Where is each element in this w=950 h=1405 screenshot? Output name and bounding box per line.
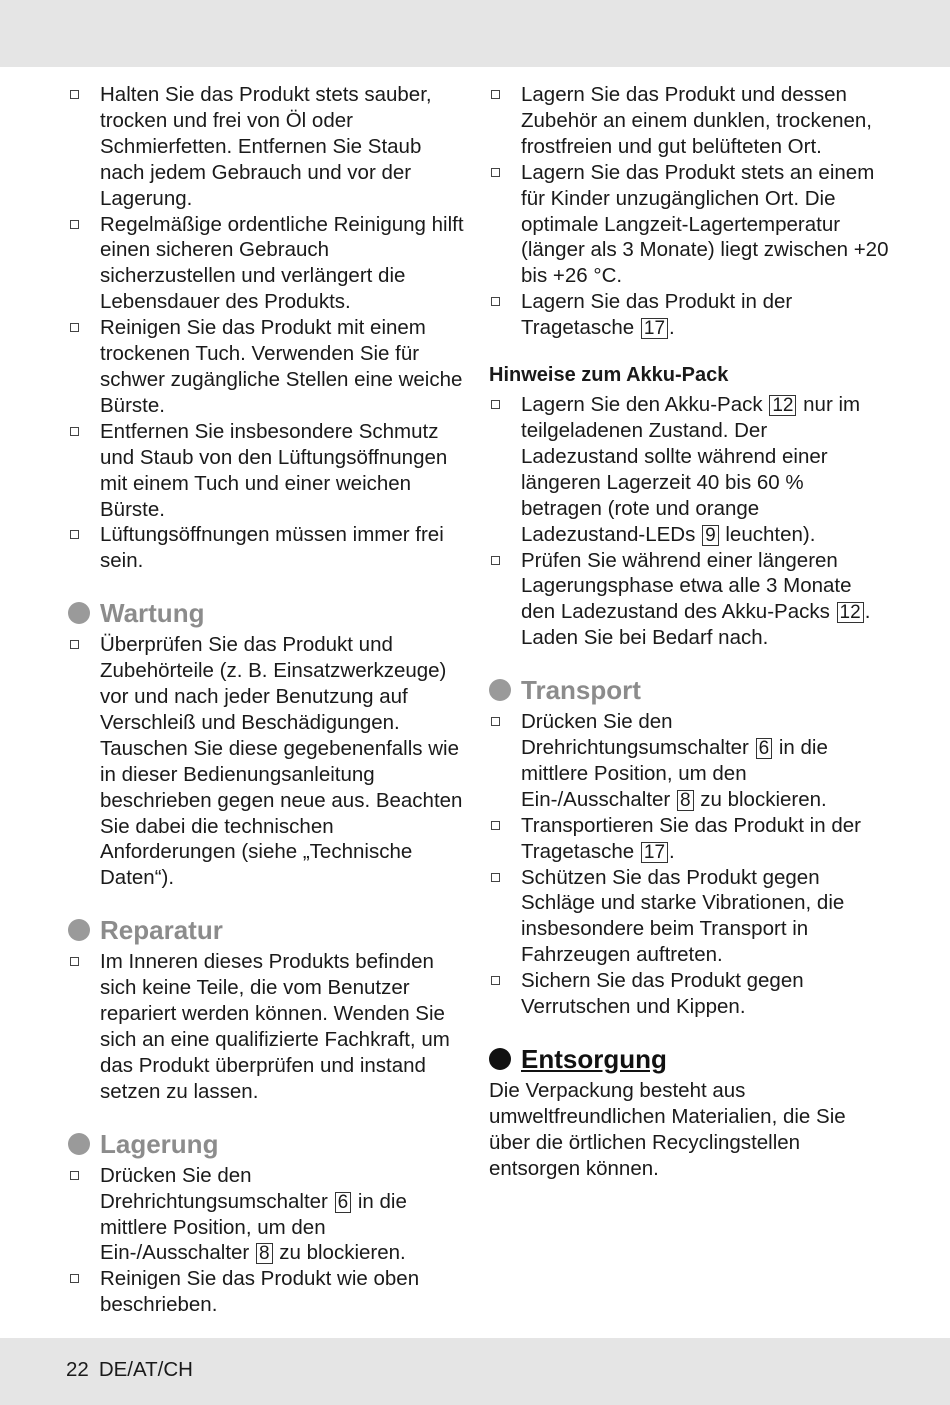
heading-text: Lagerung	[100, 1128, 219, 1159]
checkbox-bullet-icon	[491, 297, 500, 306]
section-heading	[68, 597, 468, 629]
text-run: .	[669, 316, 675, 340]
page-header-bar	[0, 0, 950, 67]
bullet-dot-icon	[68, 602, 90, 624]
checkbox-bullet-icon	[70, 1171, 79, 1180]
list-item-text: Lagern Sie das Produkt und dessen Zubehör an einem dunklen, trockenen, frostfreien und gut belüfteten Ort.	[521, 83, 873, 158]
list-item-text: Schützen Sie das Produkt gegen Schläge und starke Vibrationen, die insbesondere beim Transport in Fahrzeugen auftreten.	[521, 865, 845, 967]
section-heading	[68, 914, 468, 946]
text-run: in die mittlere Position, um den Ein-/Ausschalter	[100, 1189, 407, 1265]
bullet-dot-icon	[68, 919, 90, 941]
section-heading	[489, 1043, 889, 1075]
list-item	[68, 522, 468, 574]
part-number-ref: 8	[256, 1243, 273, 1264]
text-run: leuchten).	[725, 522, 816, 546]
text-run: Drücken Sie den Drehrichtungsumschalter	[100, 1163, 328, 1213]
section-heading	[489, 674, 889, 706]
text-run: Drücken Sie den Drehrichtungsumschalter	[521, 710, 749, 760]
section-heading	[68, 1128, 468, 1160]
text-run: Lagern Sie das Produkt in der Tragetasche	[521, 290, 793, 340]
checkbox-bullet-icon	[491, 873, 500, 882]
akku-list	[489, 392, 889, 651]
section-transport	[489, 674, 889, 1020]
region-label: DE/AT/CH	[98, 1358, 193, 1381]
checkbox-bullet-icon	[491, 400, 500, 409]
text-run: nur im teilgeladenen Zustand. Der Ladezustand sollte während einer längeren Lagerzeit 40 bis 60 % betragen (rote und orange Ladezustand-LEDs	[521, 393, 861, 546]
list-item	[489, 968, 889, 1020]
storage-list	[489, 82, 889, 341]
part-number-ref: 12	[837, 602, 864, 623]
text-run: Prüfen Sie während einer längeren Lagerungsphase etwa alle 3 Monate den Ladezustand des Akku-Packs	[521, 548, 852, 624]
checkbox-bullet-icon	[70, 1274, 79, 1283]
list-item	[489, 865, 889, 969]
list-item-text: Entfernen Sie insbesondere Schmutz und Staub von den Lüftungsöffnungen mit einem Tuch und einer weichen Bürste.	[100, 419, 448, 521]
section-wartung	[68, 597, 468, 891]
part-number-ref: 17	[641, 318, 668, 339]
heading-text: Wartung	[100, 598, 205, 629]
list-item	[68, 315, 468, 419]
checkbox-bullet-icon	[491, 821, 500, 830]
section-reparatur	[68, 914, 468, 1104]
text-run: zu blockieren.	[700, 787, 827, 811]
list-item	[68, 82, 468, 212]
list-item	[489, 289, 889, 341]
bullet-dot-icon	[489, 679, 511, 701]
list-item	[68, 1163, 468, 1267]
checkbox-bullet-icon	[491, 556, 500, 565]
list-item-text: Sichern Sie das Produkt gegen Verrutschen und Kippen.	[521, 969, 804, 1019]
list-item	[489, 709, 889, 813]
text-run: in die mittlere Position, um den Ein-/Ausschalter	[521, 736, 828, 811]
list-item	[68, 212, 468, 316]
checkbox-bullet-icon	[70, 427, 79, 436]
text-run: zu blockieren.	[279, 1241, 406, 1265]
list-item-text: Reinigen Sie das Produkt wie oben beschrieben.	[100, 1267, 420, 1317]
list-item	[68, 1266, 468, 1318]
list-item-text: Lagern Sie das Produkt stets an einem für Kinder unzugänglichen Ort. Die optimale Langzeit-Lagertemperatur (länger als 3 Monate) liegt zwischen +20 bis +26 °C.	[521, 160, 889, 288]
section-entsorgung	[489, 1043, 889, 1182]
checkbox-bullet-icon	[70, 220, 79, 229]
checkbox-bullet-icon	[70, 90, 79, 99]
page-number: 22	[66, 1358, 89, 1381]
text-run: .	[669, 839, 675, 863]
list-item	[68, 419, 468, 523]
entsorgung-text: Die Verpackung besteht aus umweltfreundlichen Materialien, die Sie über die örtlichen Recyclingstellen entsorgen können.	[489, 1079, 846, 1180]
checkbox-bullet-icon	[491, 717, 500, 726]
part-number-ref: 6	[756, 738, 773, 759]
checkbox-bullet-icon	[491, 90, 500, 99]
lagerung-list	[68, 1163, 468, 1318]
care-list	[68, 82, 468, 574]
akku-subheading: Hinweise zum Akku-Pack	[489, 364, 729, 387]
list-item-text: Reinigen Sie das Produkt mit einem trockenen Tuch. Verwenden Sie für schwer zugängliche Stellen eine weiche Bürste.	[100, 316, 463, 417]
checkbox-bullet-icon	[491, 168, 500, 177]
section-lagerung	[68, 1128, 468, 1318]
part-number-ref: 12	[769, 395, 796, 416]
page-footer	[66, 1358, 193, 1382]
list-item	[68, 632, 468, 891]
part-number-ref: 9	[702, 525, 719, 546]
left-column	[68, 82, 468, 1318]
bullet-dot-icon	[68, 1133, 90, 1155]
list-item	[489, 392, 889, 547]
list-item-text: Überprüfen Sie das Produkt und Zubehörteile (z. B. Einsatzwerkzeuge) vor und nach jeder Benutzung auf Verschleiß und Beschädigungen. Tauschen Sie diese gegebenenfalls wie in dieser Bedienungsanleitung beschrieben gegen neue aus. Beachten Sie dabei die technischen Anforderungen (siehe „Technische Daten“).	[100, 633, 463, 890]
checkbox-bullet-icon	[70, 640, 79, 649]
wartung-list	[68, 632, 468, 891]
checkbox-bullet-icon	[70, 530, 79, 539]
list-item	[68, 949, 468, 1104]
list-item	[489, 548, 889, 652]
bullet-dot-icon	[489, 1048, 511, 1070]
list-item-text: Im Inneren dieses Produkts befinden sich keine Teile, die vom Benutzer repariert werden können. Wenden Sie sich an eine qualifizierte Fachkraft, um das Produkt überprüfen und instand setzen zu lassen.	[100, 950, 450, 1103]
text-run: Transportieren Sie das Produkt in der Tragetasche	[521, 813, 861, 863]
text-run: . Laden Sie bei Bedarf nach.	[521, 600, 871, 650]
list-item-text: Regelmäßige ordentliche Reinigung hilft einen sicheren Gebrauch sicherzustellen und verlängert die Lebensdauer des Produkts.	[100, 212, 464, 314]
checkbox-bullet-icon	[491, 976, 500, 985]
list-item-text: Halten Sie das Produkt stets sauber, trocken und frei von Öl oder Schmierfetten. Entfernen Sie Staub nach jedem Gebrauch und vor der Lagerung.	[100, 83, 432, 210]
reparatur-list	[68, 949, 468, 1104]
list-item	[489, 160, 889, 290]
list-item	[489, 813, 889, 865]
heading-text: Reparatur	[100, 915, 223, 946]
part-number-ref: 17	[641, 842, 668, 863]
checkbox-bullet-icon	[70, 957, 79, 966]
heading-text: Entsorgung	[521, 1044, 667, 1074]
list-item	[489, 82, 889, 160]
transport-list	[489, 709, 889, 1020]
heading-text: Transport	[521, 675, 641, 706]
text-run: Lagern Sie den Akku-Pack	[521, 393, 763, 417]
right-column	[489, 82, 889, 1182]
part-number-ref: 6	[335, 1192, 352, 1213]
part-number-ref: 8	[677, 790, 694, 811]
list-item-text: Lüftungsöffnungen müssen immer frei sein.	[100, 523, 444, 573]
checkbox-bullet-icon	[70, 323, 79, 332]
